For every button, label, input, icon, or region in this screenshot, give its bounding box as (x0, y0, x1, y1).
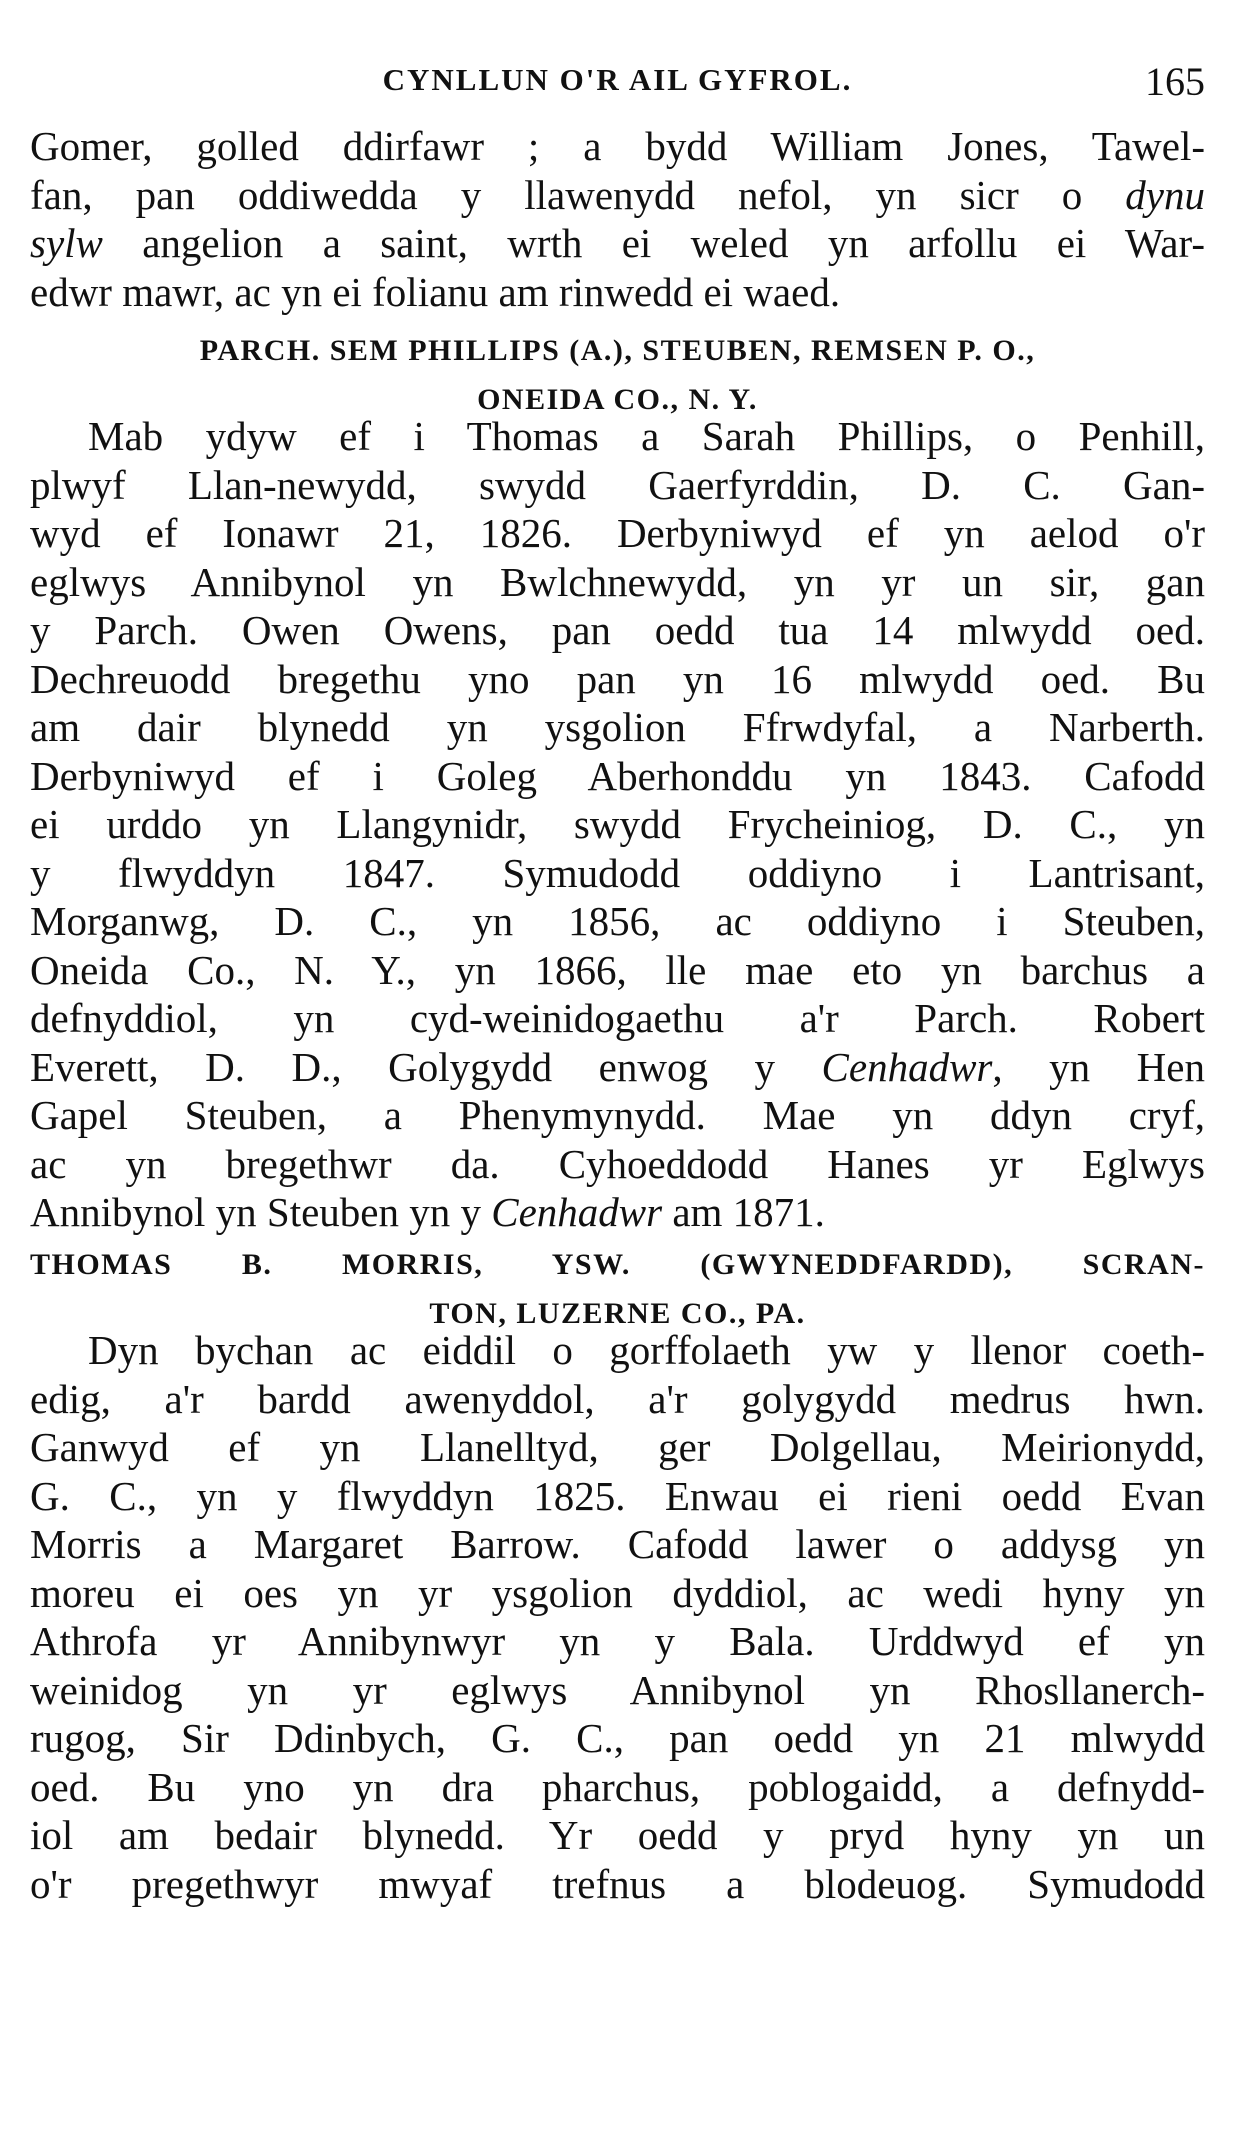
text-line: Dyn bychan ac eiddil o gorffolaeth yw y llenor coeth- (88, 1327, 1205, 1373)
text-line: Mab ydyw ef i Thomas a Sarah Phillips, o Penhill, (88, 413, 1205, 459)
text-line: weinidog yn yr eglwys Annibynol yn Rhosllanerch- (30, 1666, 1205, 1713)
running-head-title: CYNLLUN O'R AIL GYFROL. (382, 62, 853, 97)
heading-line: PARCH. SEM PHILLIPS (A.), STEUBEN, REMSEN P. O., (199, 334, 1036, 367)
text-line: edig, a'r bardd awenyddol, a'r golygydd medrus hwn. (30, 1375, 1205, 1422)
text-line: Derbyniwyd ef i Goleg Aberhonddu yn 1843. Cafodd (30, 752, 1205, 799)
running-head (30, 59, 1205, 106)
paragraph-sem-phillips (30, 412, 1205, 1237)
text-line: defnyddiol, yn cyd-weinidogaethu a'r Parch. Robert (30, 995, 1205, 1041)
text-line: edwr mawr, ac yn ei folianu am rinwedd ei waed. (30, 268, 841, 315)
text-line: Gomer, golled ddirfawr ; a bydd William Jones, Tawel- (30, 123, 1205, 169)
paragraph-thomas-morris (30, 1326, 1205, 1908)
text-line: rugog, Sir Ddinbych, G. C., pan oedd yn 21 mlwydd (30, 1715, 1205, 1761)
text-line: plwyf Llan-newydd, swydd Gaerfyrddin, D. C. Gan- (30, 461, 1205, 508)
text-line: o'r pregethwyr mwyaf trefnus a blodeuog. Symudodd (30, 1860, 1205, 1907)
text-line: Annibynol yn Steuben yn y Cenhadwr am 1871. (30, 1189, 825, 1235)
page-number: 165 (1145, 59, 1205, 104)
text-line: Oneida Co., N. Y., yn 1866, lle mae eto yn barchus a (30, 946, 1205, 993)
text-line: oed. Bu yno yn dra pharchus, poblogaidd, a defnydd- (30, 1763, 1205, 1810)
paragraph-gomer-continuation (30, 122, 1205, 316)
text-line: wyd ef Ionawr 21, 1826. Derbyniwyd ef yn aelod o'r (30, 510, 1205, 556)
text-line: moreu ei oes yn yr ysgolion dyddiol, ac wedi hyny yn (30, 1569, 1205, 1616)
text-line: y Parch. Owen Owens, pan oedd tua 14 mlwydd oed. (30, 607, 1205, 653)
text-line: Ganwyd ef yn Llanelltyd, ger Dolgellau, Meirionydd, (30, 1424, 1205, 1470)
text-line: y flwyddyn 1847. Symudodd oddiyno i Lantrisant, (30, 849, 1205, 896)
text-line: Gapel Steuben, a Phenymynydd. Mae yn ddyn cryf, (30, 1092, 1205, 1138)
text-line: Morris a Margaret Barrow. Cafodd lawer o addysg yn (30, 1521, 1205, 1567)
text-line: G. C., yn y flwyddyn 1825. Enwau ei rieni oedd Evan (30, 1472, 1205, 1519)
text-line: Everett, D. D., Golygydd enwog y Cenhadwr, yn Hen (30, 1043, 1205, 1090)
heading-line: THOMAS B. MORRIS, YSW. (GWYNEDDFARDD), SCRAN- (30, 1248, 1205, 1281)
text-line: am dair blynedd yn ysgolion Ffrwdyfal, a Narberth. (30, 704, 1205, 750)
text-line: ei urddo yn Llangynidr, swydd Frycheiniog, D. C., yn (30, 801, 1205, 847)
text-line: Morganwg, D. C., yn 1856, ac oddiyno i Steuben, (30, 898, 1205, 944)
text-line: Athrofa yr Annibynwyr yn y Bala. Urddwyd ef yn (30, 1618, 1205, 1664)
text-line: ac yn bregethwr da. Cyhoeddodd Hanes yr Eglwys (30, 1140, 1205, 1187)
text-line: sylw angelion a saint, wrth ei weled yn arfollu ei War- (30, 220, 1205, 266)
heading-line: TON, LUZERNE CO., PA. (429, 1297, 806, 1330)
text-line: Dechreuodd bregethu yno pan yn 16 mlwydd oed. Bu (30, 655, 1205, 702)
section-heading-thomas-morris (30, 1240, 1205, 1338)
text-line: fan, pan oddiwedda y llawenydd nefol, yn sicr o dynu (30, 171, 1205, 218)
text-line: eglwys Annibynol yn Bwlchnewydd, yn yr un sir, gan (30, 558, 1205, 605)
text-line: iol am bedair blynedd. Yr oedd y pryd hyny yn un (30, 1812, 1205, 1858)
heading-line: ONEIDA CO., N. Y. (477, 383, 758, 416)
section-heading-sem-phillips (30, 326, 1205, 424)
